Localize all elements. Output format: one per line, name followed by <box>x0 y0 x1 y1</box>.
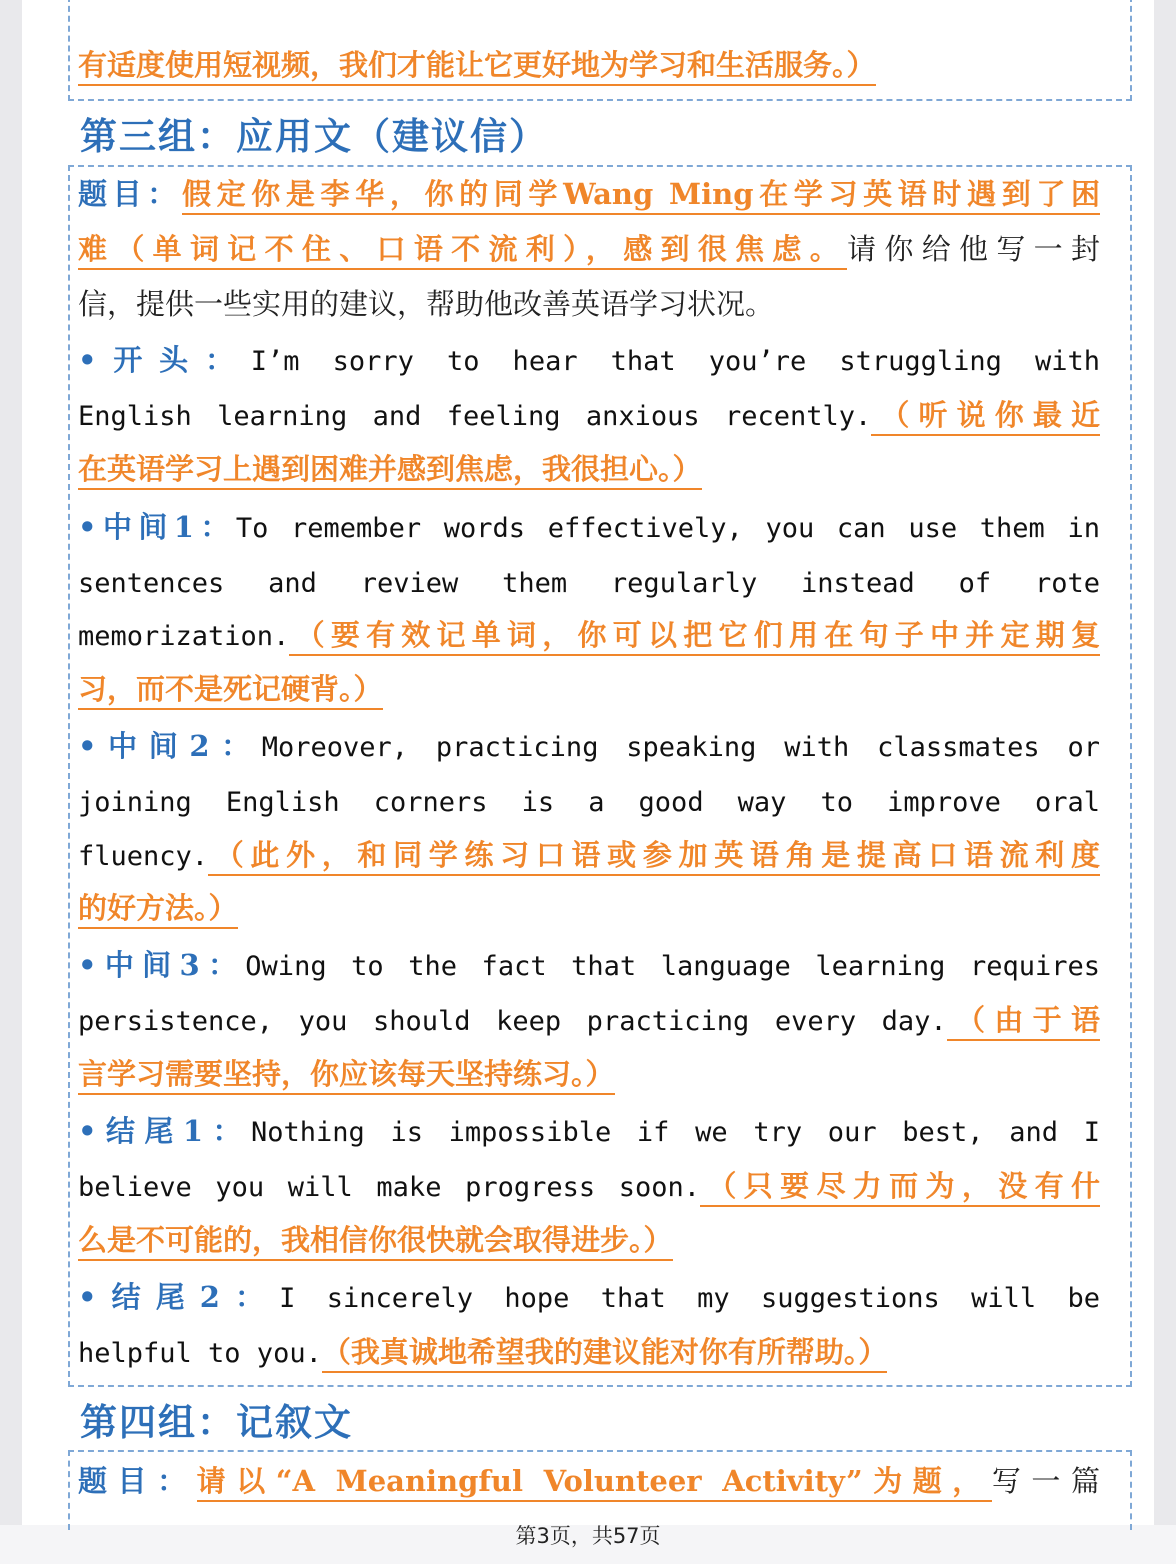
prompt3-line-2 <box>78 232 1100 267</box>
page-edge-right <box>1154 0 1176 1525</box>
ending1-line-3 <box>78 1223 1100 1258</box>
section-label: •开头： <box>78 343 251 377</box>
middle3-line-1 <box>78 948 1100 983</box>
opening-line-1 <box>78 343 1100 378</box>
english-sentence: Owing to the fact that language learning requires <box>245 951 1101 982</box>
middle1-line-1 <box>78 510 1100 545</box>
chinese-translation: （由于语 <box>947 1003 1100 1041</box>
english-sentence: sentences and review them regularly instead of rote <box>78 568 1100 599</box>
prompt-label: 题目： <box>78 1464 197 1498</box>
section-label: •中间1： <box>78 510 236 544</box>
ending1-line-2 <box>78 1169 1100 1204</box>
prompt-text: 信，提供一些实用的建议，帮助他改善英语学习状况。 <box>78 287 775 321</box>
prompt-label: 题目： <box>78 177 182 211</box>
chinese-translation: （听说你最近 <box>871 398 1100 436</box>
english-sentence: Nothing is impossible if we try our best, and I <box>250 1117 1100 1148</box>
chinese-translation: （此外，和同学练习口语或参加英语角是提高口语流利度 <box>208 838 1100 876</box>
english-sentence: helpful to you. <box>78 1338 322 1369</box>
chinese-translation: 有适度使用短视频，我们才能让它更好地为学习和生活服务。） <box>78 48 876 86</box>
ending1-line-1 <box>78 1114 1100 1149</box>
section-label: •结尾2： <box>78 1280 280 1314</box>
prompt-text: 请你给他写一封 <box>847 232 1100 266</box>
middle2-line-2 <box>78 784 1100 819</box>
english-sentence: I sincerely hope that my suggestions will be <box>279 1283 1100 1314</box>
prompt-text: 假定你是李华，你的同学Wang Ming在学习英语时遇到了困 <box>182 177 1100 215</box>
middle3-line-3 <box>78 1057 1100 1092</box>
section-label: •中间3： <box>78 948 246 982</box>
english-sentence: English learning and feeling anxious recently. <box>78 401 872 432</box>
chinese-translation: （我真诚地希望我的建议能对你有所帮助。） <box>322 1335 888 1373</box>
prompt-text: 难（单词记不住、口语不流利），感到很焦虑。 <box>78 232 847 270</box>
chinese-translation: 在英语学习上遇到困难并感到焦虑，我很担心。） <box>78 452 702 490</box>
section-label: •结尾1： <box>78 1114 251 1148</box>
prompt4-line-1 <box>78 1464 1100 1499</box>
group3-title: 第三组：应用文（建议信） <box>80 114 548 158</box>
section-label: •中间2： <box>78 729 262 763</box>
middle1-line-3 <box>78 618 1100 653</box>
english-sentence: memorization. <box>78 621 290 652</box>
english-sentence: fluency. <box>78 841 209 872</box>
middle3-line-2 <box>78 1003 1100 1038</box>
previous-section-last-line <box>78 48 1100 83</box>
chinese-translation: （只要尽力而为，没有什 <box>700 1169 1100 1207</box>
group4-title: 第四组：记叙文 <box>80 1400 353 1444</box>
prompt3-line-3 <box>78 287 1100 322</box>
prompt3-line-1 <box>78 177 1100 212</box>
english-sentence: To remember words effectively, you can use them in <box>235 513 1100 544</box>
prompt-text: 写一篇 <box>991 1464 1100 1498</box>
opening-line-2 <box>78 398 1100 433</box>
page-edge-left <box>0 0 22 1525</box>
english-sentence: I’m sorry to hear that you’re struggling with <box>250 346 1100 377</box>
chinese-translation: （要有效记单词，你可以把它们用在句子中并定期复 <box>289 618 1100 656</box>
chinese-translation: 的好方法。） <box>78 891 238 929</box>
middle1-line-2 <box>78 565 1100 600</box>
ending2-line-1 <box>78 1280 1100 1315</box>
english-sentence: persistence, you should keep practicing every day. <box>78 1006 947 1037</box>
prompt-text: 请以“A Meaningful Volunteer Activity”为题， <box>197 1464 992 1502</box>
english-sentence: Moreover, practicing speaking with classmates or <box>261 732 1100 763</box>
chinese-translation: 么是不可能的，我相信你很快就会取得进步。） <box>78 1223 673 1261</box>
middle2-line-4 <box>78 891 1100 926</box>
english-sentence: believe you will make progress soon. <box>78 1172 700 1203</box>
middle2-line-1 <box>78 729 1100 764</box>
middle1-line-4 <box>78 672 1100 707</box>
chinese-translation: 言学习需要坚持，你应该每天坚持练习。） <box>78 1057 615 1095</box>
chinese-translation: 习，而不是死记硬背。） <box>78 672 383 710</box>
english-sentence: joining English corners is a good way to improve oral <box>78 787 1100 818</box>
middle2-line-3 <box>78 838 1100 873</box>
ending2-line-2 <box>78 1335 1100 1370</box>
page-footer: 第3页，共57页 <box>515 1524 661 1548</box>
opening-line-3 <box>78 452 1100 487</box>
